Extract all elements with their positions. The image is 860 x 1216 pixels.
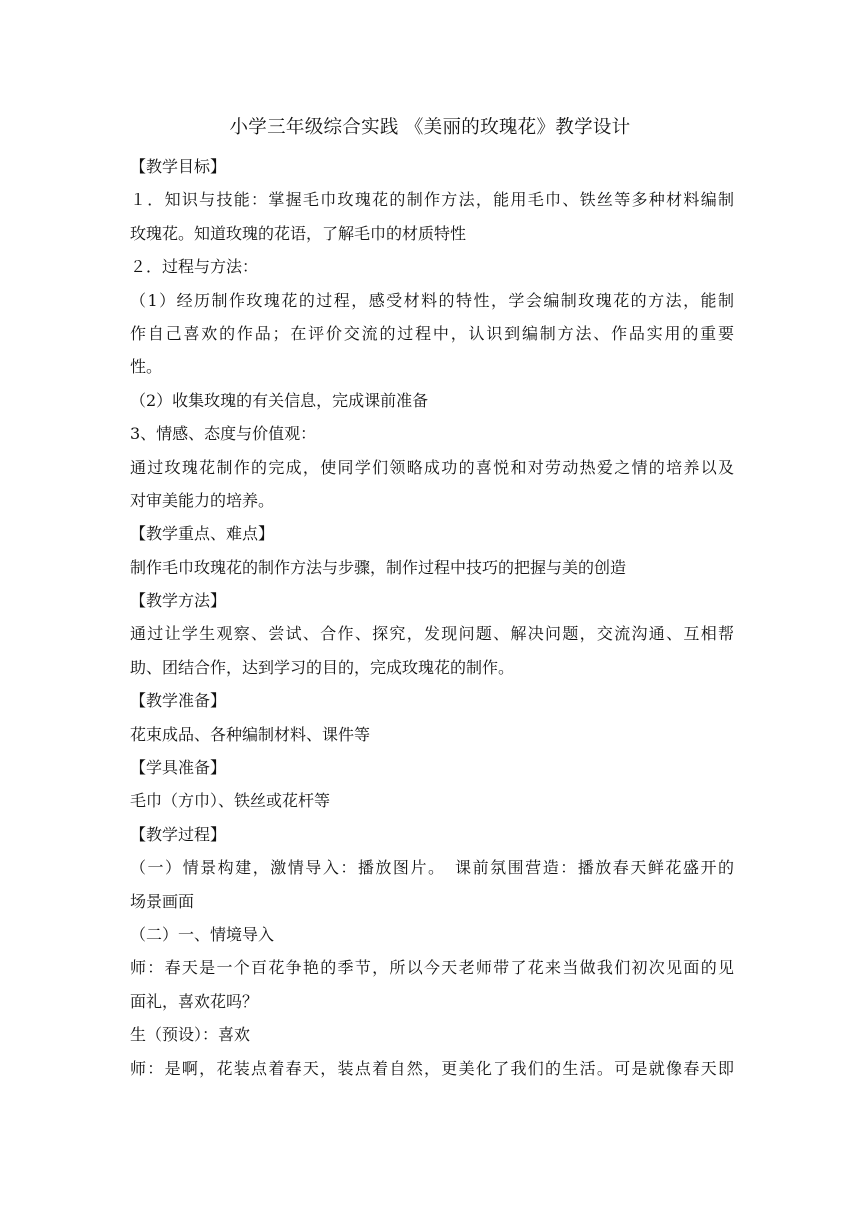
paragraph-line: 制作毛巾玫瑰花的制作方法与步骤，制作过程中技巧的把握与美的创造 — [130, 557, 627, 577]
paragraph-line: 场景画面 — [130, 891, 195, 911]
paragraph-line: 师：是啊，花装点着春天，装点着自然，更美化了我们的生活。可是就像春天即 — [130, 1058, 734, 1078]
document-body — [130, 150, 734, 1085]
paragraph-line: 玫瑰花。知道玫瑰的花语，了解毛巾的材质特性 — [130, 223, 467, 243]
paragraph-line: 毛巾（方巾）、铁丝或花杆等 — [130, 791, 331, 811]
document-title: 小学三年级综合实践 《美丽的玫瑰花》教学设计 — [229, 117, 631, 138]
paragraph-line: 生（预设）：喜欢 — [130, 1025, 251, 1045]
paragraph-line: 通过让学生观察、尝试、合作、探究，发现问题、解决问题，交流沟通、互相帮 — [130, 624, 734, 644]
paragraph-line: 通过玫瑰花制作的完成，使同学们领略成功的喜悦和对劳动热爱之情的培养以及 — [130, 457, 734, 477]
section-heading-methods: 【教学方法】 — [130, 591, 227, 611]
section-heading-objectives: 【教学目标】 — [130, 157, 227, 176]
section-heading-student-materials: 【学具准备】 — [130, 758, 227, 778]
paragraph-line: 性。 — [130, 357, 163, 377]
paragraph-line: 助、团结合作，达到学习的目的，完成玫瑰花的制作。 — [130, 657, 515, 677]
section-heading-key-points: 【教学重点、难点】 — [130, 524, 275, 544]
paragraph-line: １．知识与技能：掌握毛巾玫瑰花的制作方法，能用毛巾、铁丝等多种材料编制 — [130, 190, 734, 210]
paragraph-line: ２．过程与方法： — [130, 257, 259, 277]
paragraph-line: 作自己喜欢的作品；在评价交流的过程中，认识到编制方法、作品实用的重要 — [130, 323, 734, 343]
paragraph-line: （二）一、情境导入 — [130, 924, 275, 944]
section-heading-process: 【教学过程】 — [130, 824, 227, 844]
paragraph-line: （1）经历制作玫瑰花的过程，感受材料的特性，学会编制玫瑰花的方法，能制 — [130, 290, 734, 310]
paragraph-line: 对审美能力的培养。 — [130, 490, 275, 510]
paragraph-line: 花束成品、各种编制材料、课件等 — [130, 724, 371, 744]
paragraph-line: 面礼，喜欢花吗？ — [130, 991, 259, 1011]
paragraph-line: 3、情感、态度与价值观： — [130, 424, 317, 444]
paragraph-line: （2）收集玫瑰的有关信息，完成课前准备 — [130, 390, 429, 410]
section-heading-preparation: 【教学准备】 — [130, 691, 227, 711]
paragraph-line: 师：春天是一个百花争艳的季节，所以今天老师带了花来当做我们初次见面的见 — [130, 958, 734, 978]
paragraph-line: （一）情景构建，激情导入：播放图片。 课前氛围营造：播放春天鲜花盛开的 — [130, 858, 734, 878]
